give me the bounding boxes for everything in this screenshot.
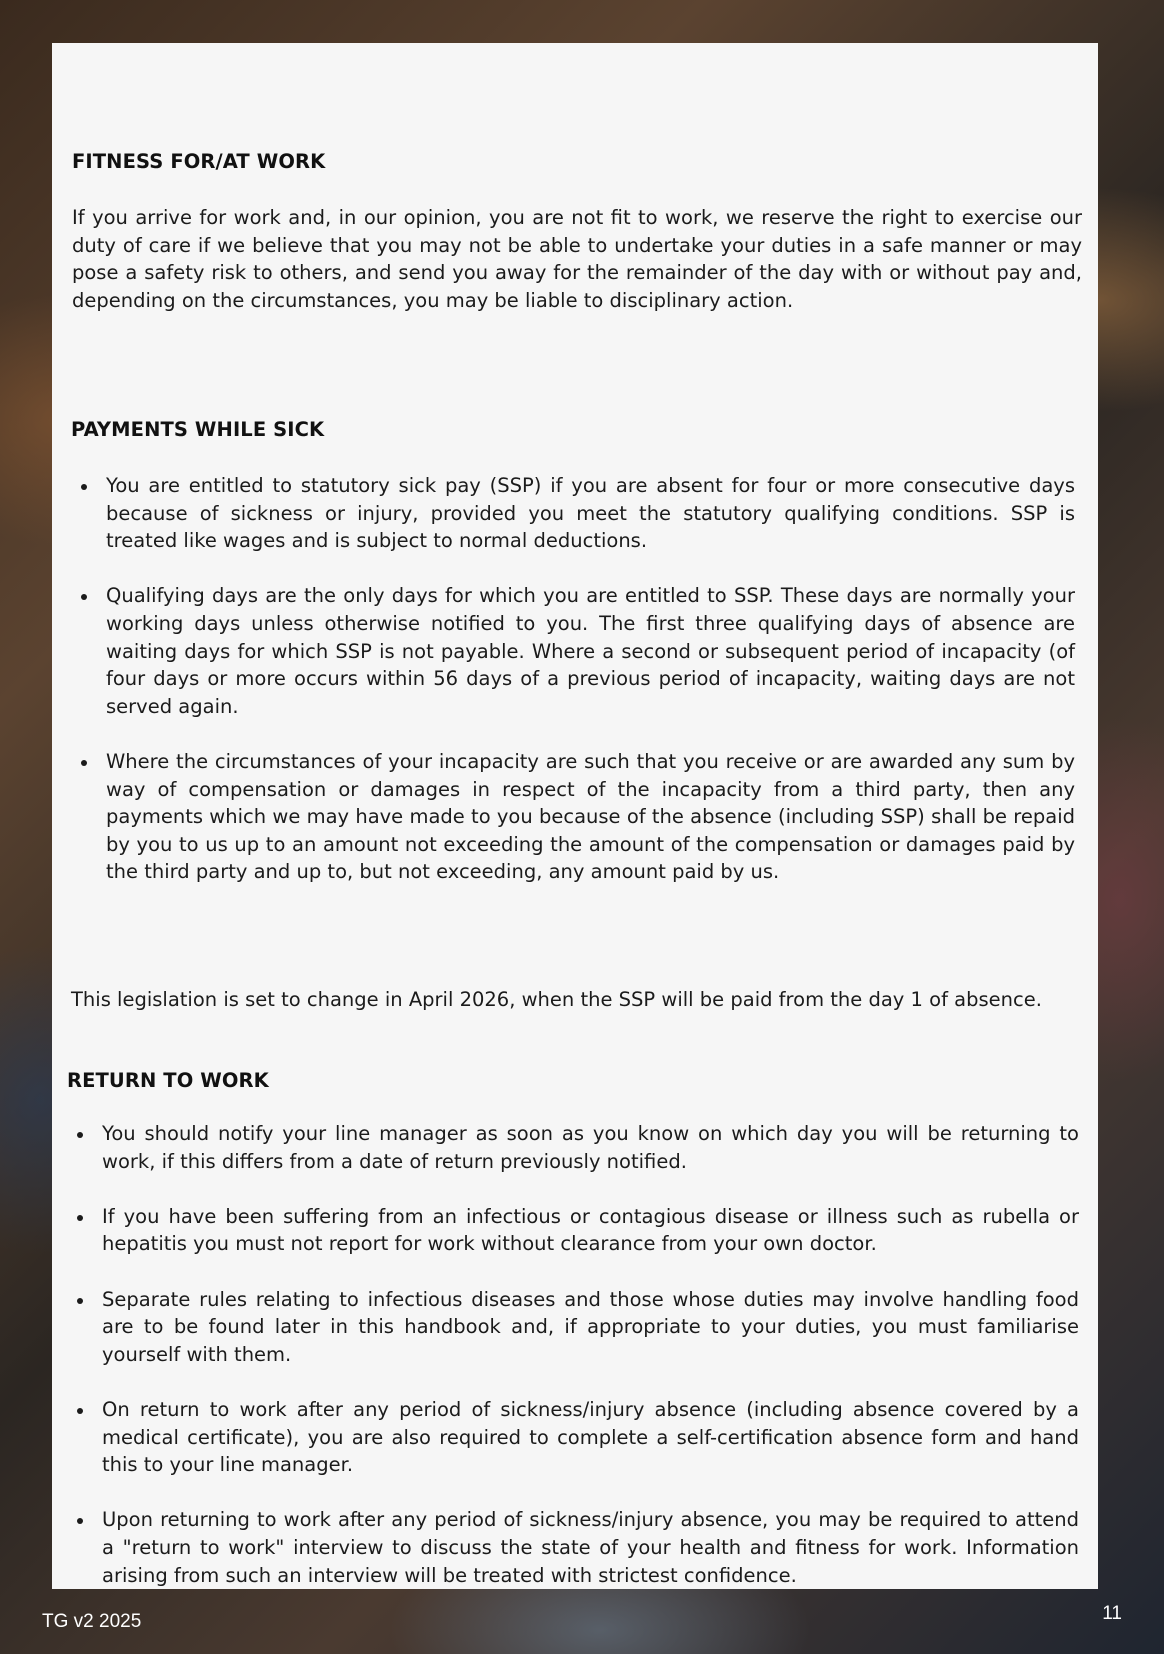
list-item-text: You should notify your line manager as soon as you know on which day you will be returning to work, if this differs from a date of return previously notified. — [102, 1122, 1079, 1173]
fitness-paragraph: If you arrive for work and, in our opinion, you are not fit to work, we reserve the right to exercise our duty of care if we believe that you may not be able to undertake your duties in a safe manner or may pose a safety risk to others, and send you away for the remainder of the day with or without pay and, depending on the circumstances, you may be liable to disciplinary action. — [72, 206, 1082, 312]
bullet-icon — [77, 1132, 83, 1138]
bullet-icon — [77, 1518, 83, 1524]
return-bullet-list — [68, 1120, 1079, 1589]
list-item — [68, 1286, 1079, 1369]
payments-bullet-list — [72, 472, 1075, 886]
legislation-note: This legislation is set to change in April 2026, when the SSP will be paid from the day 1 of absence. — [71, 988, 1042, 1011]
document-page — [52, 43, 1098, 1589]
list-item — [68, 1506, 1079, 1589]
bullet-icon — [77, 1408, 83, 1414]
list-item — [72, 748, 1075, 886]
bullet-icon — [81, 484, 87, 490]
list-item-text: Upon returning to work after any period of sickness/injury absence, you may be required to attend a "return to work" interview to discuss the state of your health and fitness for work. Information arising from such an interview will be treated with strictest confidence. — [102, 1508, 1079, 1587]
bullet-icon — [81, 594, 87, 600]
section-heading-fitness: FITNESS FOR/AT WORK — [72, 150, 326, 173]
list-item — [68, 1396, 1079, 1479]
list-item-text: You are entitled to statutory sick pay (SSP) if you are absent for four or more consecutive days because of sickness or injury, provided you meet the statutory qualifying conditions. SSP is treated like wages and is subject to normal deductions. — [106, 474, 1075, 553]
list-item — [68, 1203, 1079, 1258]
bullet-icon — [81, 760, 87, 766]
list-item — [72, 472, 1075, 555]
document-version: TG v2 2025 — [42, 1611, 142, 1632]
list-item — [68, 1120, 1079, 1175]
list-item — [72, 582, 1075, 720]
bullet-icon — [77, 1215, 83, 1221]
list-item-text: If you have been suffering from an infectious or contagious disease or illness such as rubella or hepatitis you must not report for work without clearance from your own doctor. — [102, 1204, 1079, 1256]
section-heading-return: RETURN TO WORK — [67, 1069, 269, 1092]
section-heading-payments: PAYMENTS WHILE SICK — [71, 418, 325, 441]
list-item-text: Where the circumstances of your incapacity are such that you receive or are awarded any sum by way of compensation or damages in respect of the incapacity from a third party, then any payments which we may have made to you because of the absence (including SSP) shall be repaid by you to us up to an amount not exceeding the amount of the compensation or damages paid by the third party and up to, but not exceeding, any amount paid by us. — [106, 749, 1075, 884]
list-item-text: Separate rules relating to infectious diseases and those whose duties may involve handling food are to be found later in this handbook and, if appropriate to your duties, you must familiarise yourself with them. — [102, 1287, 1079, 1366]
bullet-icon — [77, 1298, 83, 1304]
list-item-text: On return to work after any period of sickness/injury absence (including absence covered by a medical certificate), you are also required to complete a self-certification absence form and hand this to your line manager. — [102, 1397, 1079, 1477]
page-number: 11 — [1102, 1603, 1122, 1624]
list-item-text: Qualifying days are the only days for which you are entitled to SSP. These days are normally your working days unless otherwise notified to you. The first three qualifying days of absence are waiting days for which SSP is not payable. Where a second or subsequent period of incapacity (of four days or more occurs within 56 days of a previous period of incapacity, waiting days are not served again. — [106, 584, 1075, 718]
